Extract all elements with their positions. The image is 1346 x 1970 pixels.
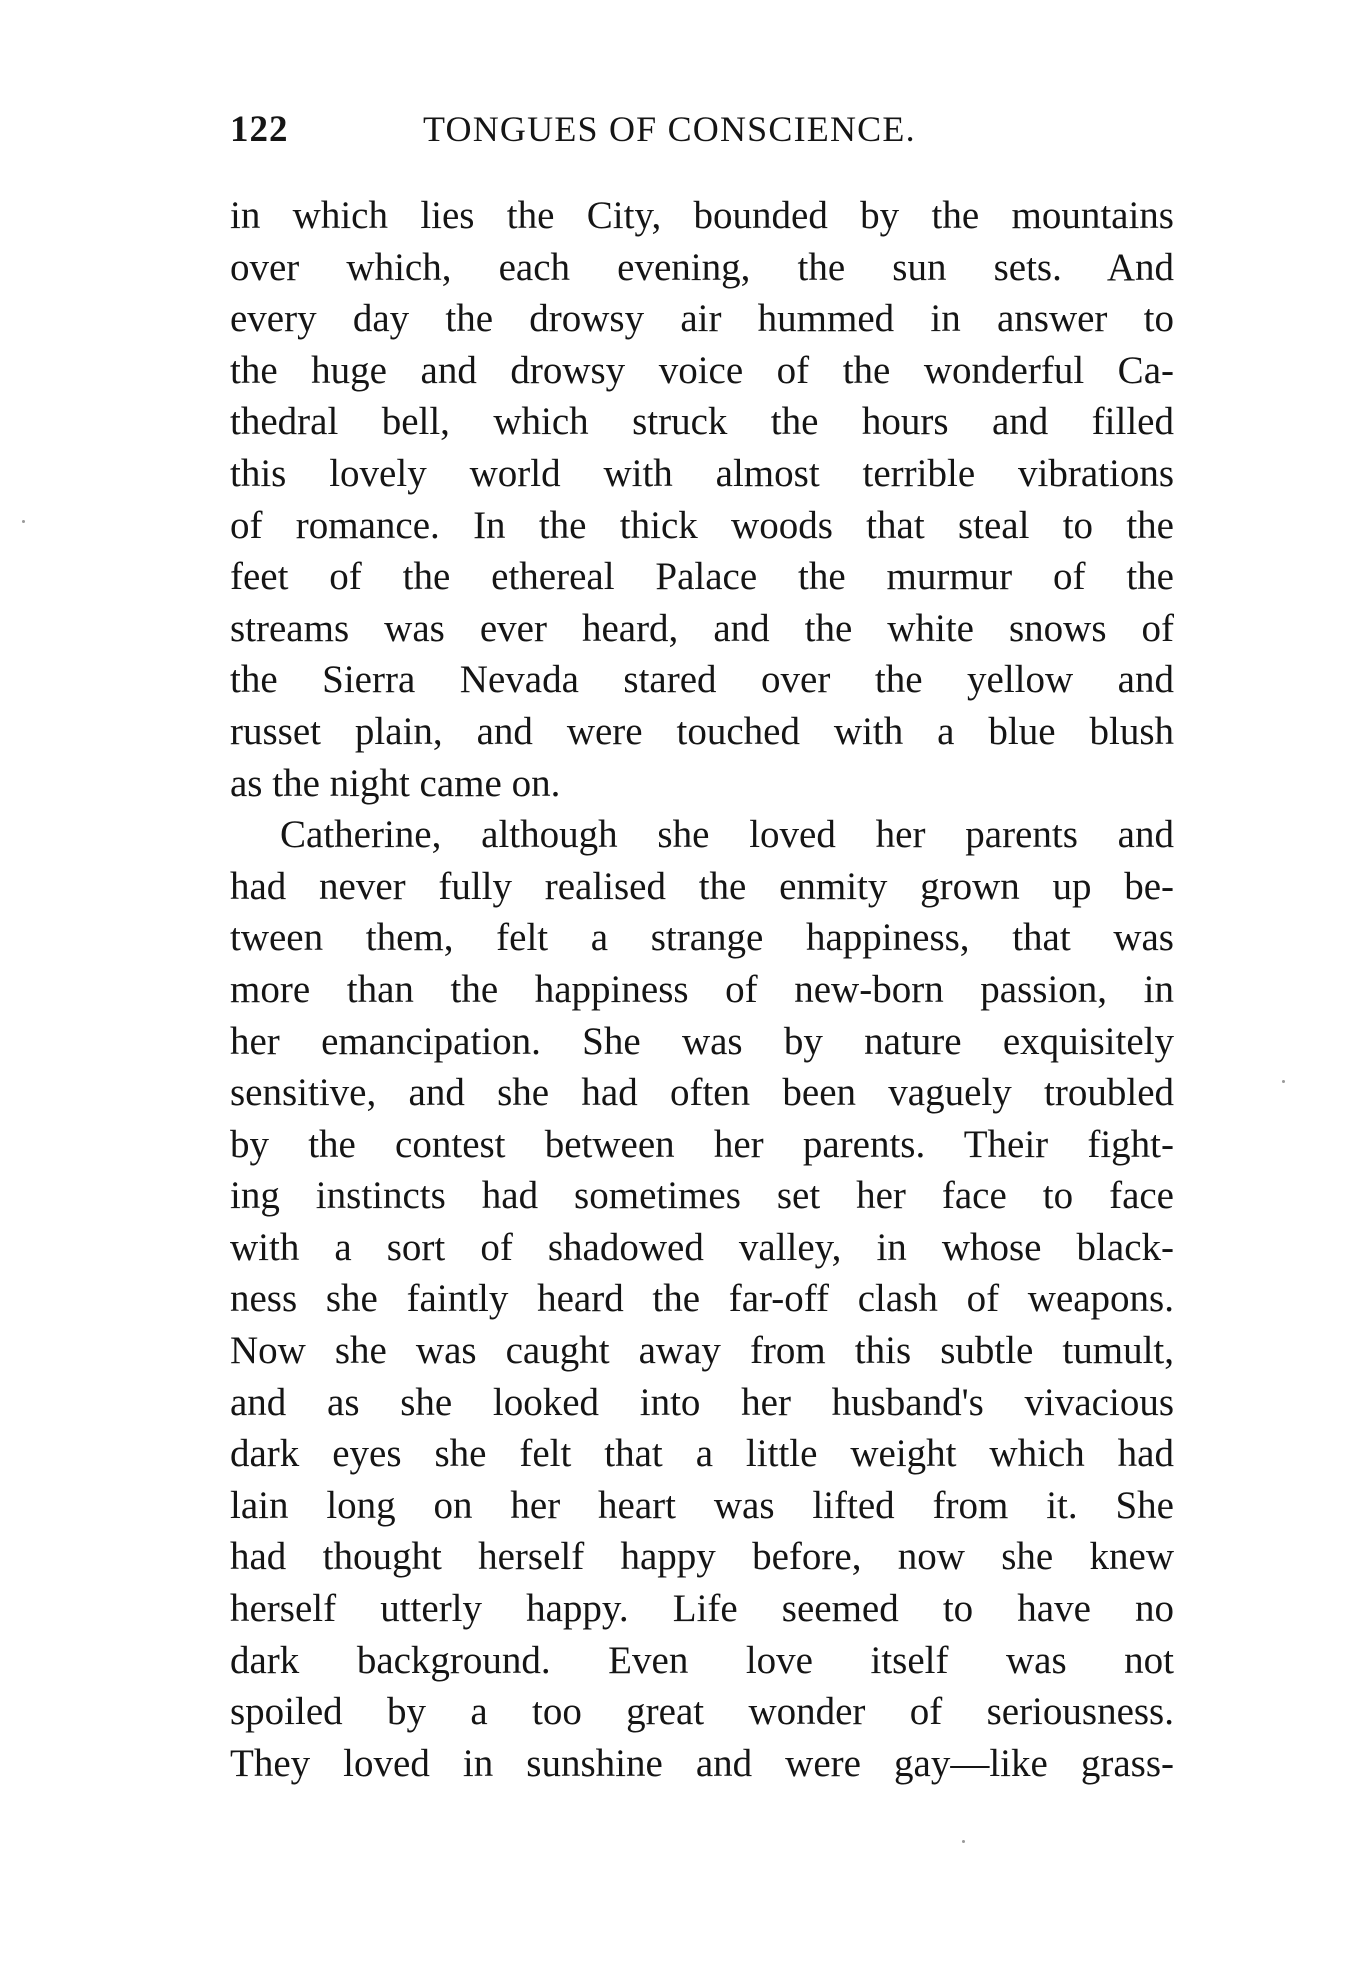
text-line: streams was ever heard, and the white snows of: [230, 606, 1174, 650]
text-line: and as she looked into her husband's vivacious: [230, 1380, 1174, 1424]
text-line: herself utterly happy. Life seemed to have no: [230, 1587, 1174, 1631]
text-line: russet plain, and were touched with a blue blush: [230, 709, 1174, 753]
text-line: ness she faintly heard the far-off clash of weapons.: [230, 1277, 1174, 1321]
paper-speck: [962, 1840, 965, 1843]
text-line: every day the drowsy air hummed in answer to: [230, 297, 1174, 341]
text-line: as the night came on.: [230, 761, 561, 805]
text-line: had thought herself happy before, now she knew: [230, 1535, 1174, 1579]
text-line: had never fully realised the enmity grown up be-: [230, 864, 1174, 908]
text-line: with a sort of shadowed valley, in whose black-: [230, 1225, 1174, 1269]
paper-speck: [1282, 1080, 1285, 1083]
text-line: feet of the ethereal Palace the murmur of the: [230, 555, 1174, 599]
text-line: tween them, felt a strange happiness, that was: [230, 916, 1174, 960]
text-line: They loved in sunshine and were gay—like grass-: [230, 1741, 1174, 1785]
text-line: the Sierra Nevada stared over the yellow and: [230, 658, 1174, 702]
text-line: Catherine, although she loved her parents and: [280, 813, 1174, 857]
text-line: this lovely world with almost terrible vibrations: [230, 451, 1174, 495]
text-line: more than the happiness of new-born passion, in: [230, 967, 1174, 1011]
text-line: dark eyes she felt that a little weight which had: [230, 1432, 1174, 1476]
text-line: spoiled by a too great wonder of seriousness.: [230, 1690, 1174, 1734]
paragraph-2: [230, 809, 1174, 1789]
body-text: [230, 190, 1174, 1789]
text-line: the huge and drowsy voice of the wonderful Ca-: [230, 348, 1174, 392]
text-line: ing instincts had sometimes set her face to face: [230, 1174, 1174, 1218]
text-line: by the contest between her parents. Their fight-: [230, 1122, 1174, 1166]
paragraph-1: [230, 190, 1174, 809]
text-line: her emancipation. She was by nature exquisitely: [230, 1019, 1174, 1063]
text-line: lain long on her heart was lifted from it. She: [230, 1483, 1174, 1527]
text-line: dark background. Even love itself was not: [230, 1638, 1174, 1682]
text-line: in which lies the City, bounded by the mountains: [230, 194, 1174, 237]
paper-speck: [22, 520, 25, 523]
page-number: 122: [230, 109, 289, 150]
text-line: Now she was caught away from this subtle tumult,: [230, 1329, 1174, 1373]
text-line: thedral bell, which struck the hours and filled: [230, 400, 1174, 444]
running-title: TONGUES OF CONSCIENCE.: [423, 109, 916, 149]
text-line: sensitive, and she had often been vaguely troubled: [230, 1071, 1174, 1115]
text-line: of romance. In the thick woods that steal to the: [230, 503, 1174, 547]
running-head: [230, 108, 1170, 158]
text-line: over which, each evening, the sun sets. And: [230, 245, 1174, 289]
